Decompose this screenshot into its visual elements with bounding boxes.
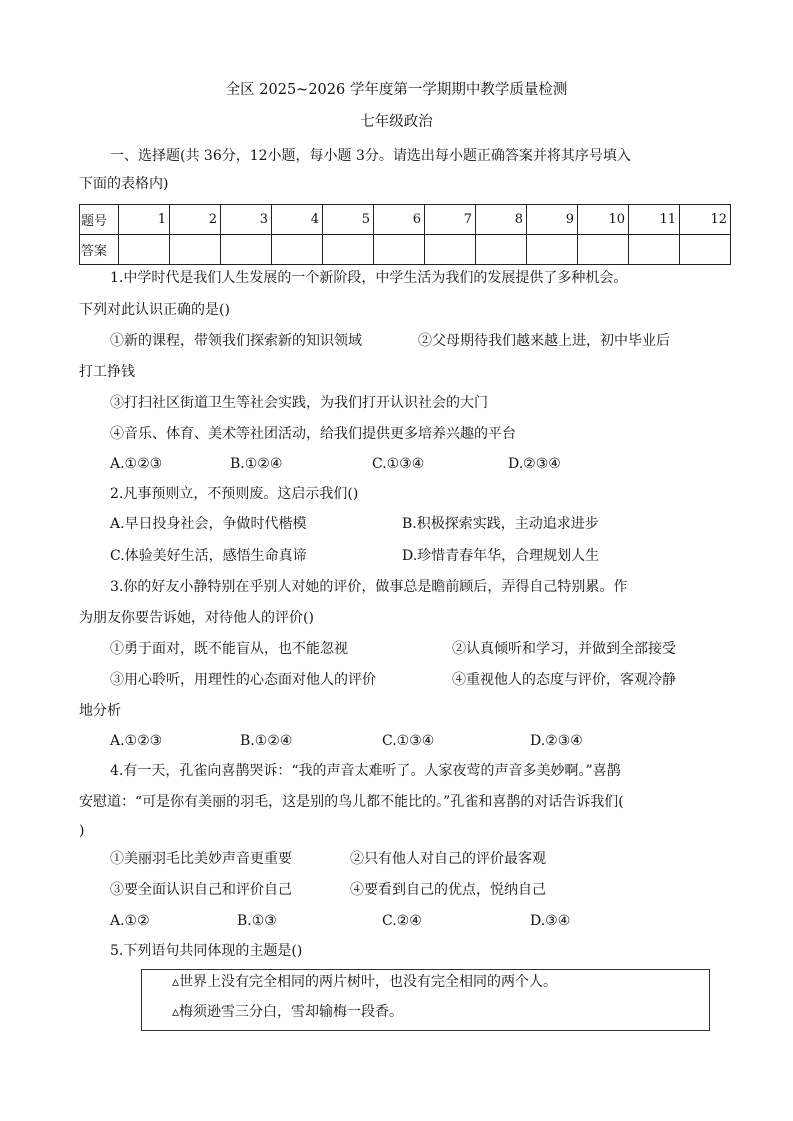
q2-option-b[interactable]: B.积极探索实践，主动追求进步 — [402, 516, 599, 532]
table-answer-cell[interactable] — [578, 235, 629, 265]
q4-stem-line1: 4.有一天，孔雀向喜鹊哭诉：“我的声音太难听了。人家夜莺的声音多美妙啊。”喜鹊 — [110, 763, 621, 779]
table-answer-cell[interactable] — [323, 235, 374, 265]
table-number-cell: 3 — [221, 205, 272, 235]
table-answer-cell[interactable] — [527, 235, 578, 265]
q1-item4: ④音乐、体育、美术等社团活动，给我们提供更多培养兴趣的平台 — [110, 426, 516, 442]
answer-table-answer-row — [80, 235, 731, 265]
table-answer-cell[interactable] — [425, 235, 476, 265]
q3-item2: ②认真倾听和学习，并做到全部接受 — [452, 641, 676, 657]
table-answer-cell[interactable] — [119, 235, 170, 265]
table-answer-cell[interactable] — [170, 235, 221, 265]
q4-option-a[interactable]: A.①② — [110, 913, 150, 929]
q1-item2-cont: 打工挣钱 — [79, 364, 135, 380]
q3-option-a[interactable]: A.①②③ — [110, 733, 163, 749]
q1-item2: ②父母期待我们越来越上进，初中毕业后 — [418, 333, 670, 349]
q3-item1: ①勇于面对，既不能盲从，也不能忽视 — [110, 641, 348, 657]
q3-option-b[interactable]: B.①②④ — [240, 733, 293, 749]
q1-option-d[interactable]: D.②③④ — [508, 456, 561, 472]
table-number-cell: 8 — [476, 205, 527, 235]
q4-stem-line3: ) — [79, 823, 85, 839]
table-number-cell: 4 — [272, 205, 323, 235]
table-answer-cell[interactable] — [221, 235, 272, 265]
q4-item3: ③要全面认识自己和评价自己 — [110, 882, 292, 898]
q1-option-b[interactable]: B.①②④ — [230, 456, 283, 472]
table-number-cell: 5 — [323, 205, 374, 235]
q1-item1: ①新的课程，带领我们探索新的知识领域 — [110, 333, 362, 349]
q1-stem-line2: 下列对此认识正确的是() — [79, 302, 230, 318]
table-answer-cell[interactable] — [680, 235, 731, 265]
q1-stem-line1: 1.中学时代是我们人生发展的一个新阶段，中学生活为我们的发展提供了多种机会。 — [110, 270, 628, 286]
q4-option-c[interactable]: C.②④ — [382, 913, 422, 929]
q3-stem-line2: 为朋友你要告诉她，对待他人的评价() — [79, 610, 314, 626]
table-number-cell: 2 — [170, 205, 221, 235]
table-answer-cell[interactable] — [476, 235, 527, 265]
answer-table — [79, 204, 731, 265]
q5-quote1: ▵世界上没有完全相同的两片树叶，也没有完全相同的两个人。 — [172, 974, 558, 990]
q3-option-c[interactable]: C.①③④ — [382, 733, 435, 749]
section-instruction-line1: 一、选择题(共 36分，12小题，每小题 3分。请选出每小题正确答案并将其序号填入 — [110, 148, 631, 164]
q4-option-d[interactable]: D.③④ — [530, 913, 571, 929]
answer-table-number-row — [80, 205, 731, 235]
q2-option-d[interactable]: D.珍惜青春年华，合理规划人生 — [402, 548, 600, 564]
q4-item2: ②只有他人对自己的评价最客观 — [350, 851, 546, 867]
q1-option-c[interactable]: C.①③④ — [372, 456, 425, 472]
table-number-cell: 11 — [629, 205, 680, 235]
q2-stem: 2.凡事预则立，不预则废。这启示我们() — [110, 486, 359, 502]
table-header-answer: 答案 — [80, 235, 119, 265]
q5-stem: 5.下列语句共同体现的主题是() — [110, 943, 303, 959]
section-instruction-line2: 下面的表格内) — [79, 176, 169, 192]
q2-option-c[interactable]: C.体验美好生活，感悟生命真谛 — [110, 548, 307, 564]
q1-item3: ③打扫社区街道卫生等社会实践，为我们打开认识社会的大门 — [110, 395, 488, 411]
q3-item4: ④重视他人的态度与评价，客观冷静 — [452, 672, 676, 688]
q4-item1: ①美丽羽毛比美妙声音更重要 — [110, 851, 292, 867]
q3-option-d[interactable]: D.②③④ — [530, 733, 583, 749]
q2-option-a[interactable]: A.早日投身社会，争做时代楷模 — [110, 516, 307, 532]
exam-subject: 七年级政治 — [360, 114, 433, 130]
q3-stem-line1: 3.你的好友小静特别在乎别人对她的评价，做事总是瞻前顾后，弄得自己特别累。作 — [110, 579, 628, 595]
table-number-cell: 9 — [527, 205, 578, 235]
q1-option-a[interactable]: A.①②③ — [110, 456, 163, 472]
table-answer-cell[interactable] — [272, 235, 323, 265]
q4-stem-line2: 安慰道：“可是你有美丽的羽毛，这是别的鸟儿都不能比的。”孔雀和喜鹊的对话告诉我们( — [79, 794, 624, 810]
q4-item4: ④要看到自己的优点，悦纳自己 — [350, 882, 546, 898]
table-answer-cell[interactable] — [629, 235, 680, 265]
q5-quote2: ▵梅须逊雪三分白，雪却输梅一段香。 — [172, 1004, 404, 1020]
table-number-cell: 6 — [374, 205, 425, 235]
table-number-cell: 12 — [680, 205, 731, 235]
table-header-number: 题号 — [80, 205, 119, 235]
q3-item3: ③用心聆听，用理性的心态面对他人的评价 — [110, 672, 376, 688]
q4-option-b[interactable]: B.①③ — [237, 913, 277, 929]
table-number-cell: 7 — [425, 205, 476, 235]
table-number-cell: 1 — [119, 205, 170, 235]
table-number-cell: 10 — [578, 205, 629, 235]
table-answer-cell[interactable] — [374, 235, 425, 265]
exam-title: 全区 2025~2026 学年度第一学期期中教学质量检测 — [225, 82, 568, 98]
q3-item4-cont: 地分析 — [79, 703, 121, 719]
